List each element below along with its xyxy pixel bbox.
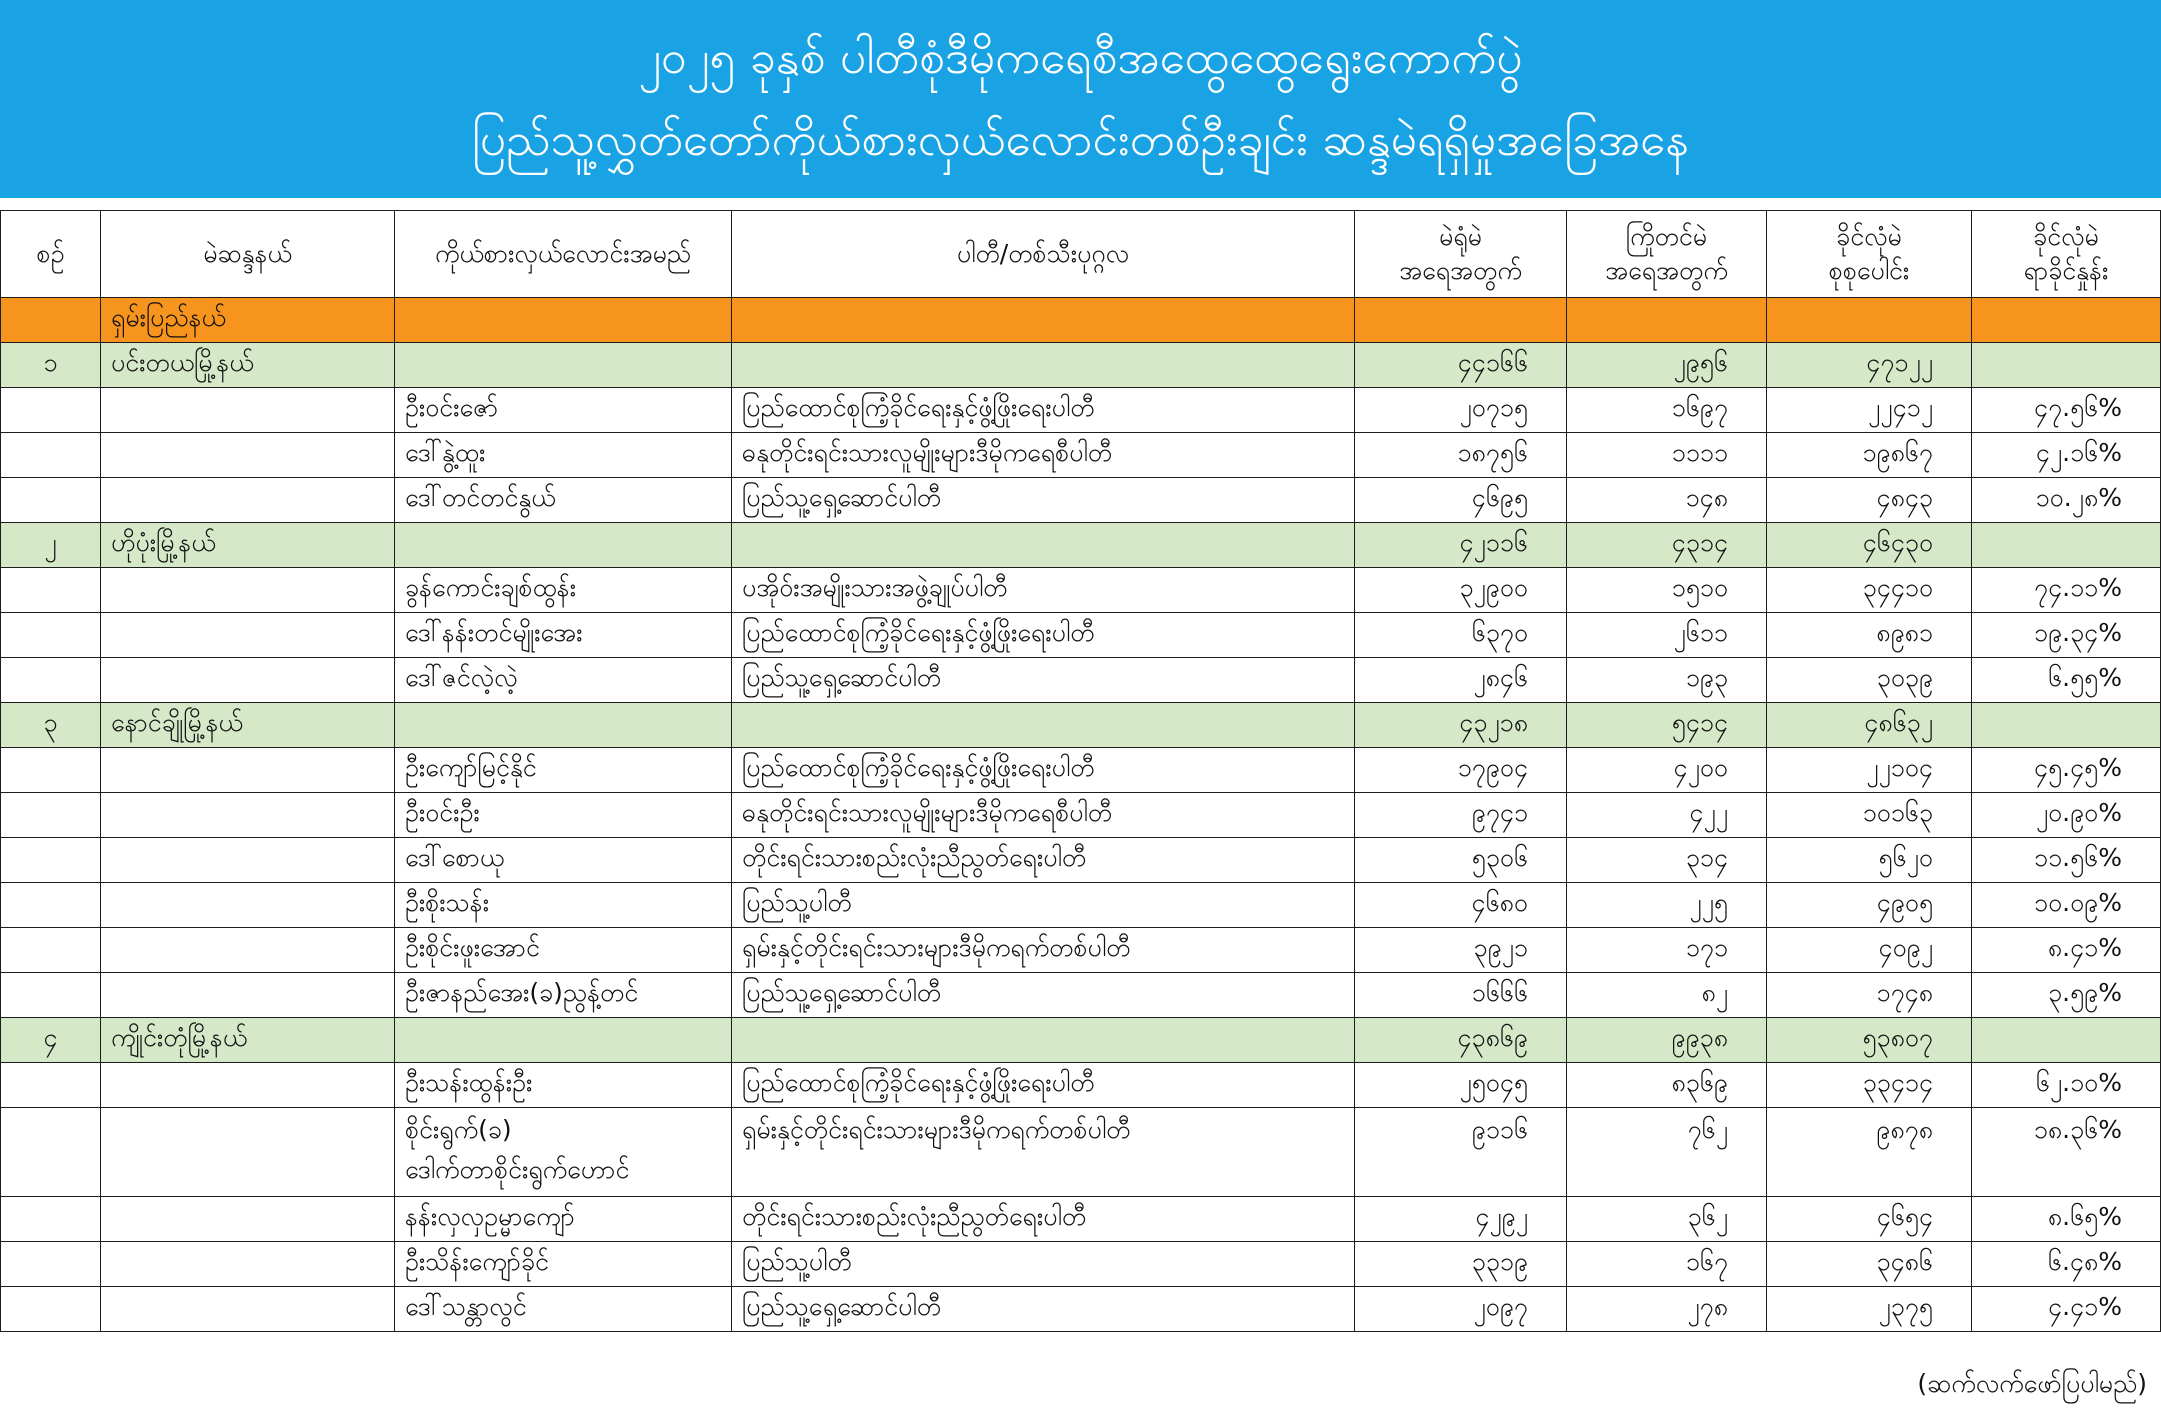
candidate-party: ပြည်ထောင်စုကြံ့ခိုင်ရေးနှင့်ဖွံ့ဖြိုးရေးပါတီ (732, 1063, 1355, 1108)
candidate-row (1, 433, 2161, 478)
candidate-party: ပအိုဝ်းအမျိုးသားအဖွဲ့ချုပ်ပါတီ (732, 568, 1355, 613)
township-name: ကျိုင်းတုံမြို့နယ် (101, 1018, 395, 1063)
candidate-row (1, 838, 2161, 883)
candidate-percent: ၇၄.၁၁% (1972, 568, 2161, 613)
township-no: ၄ (1, 1018, 101, 1063)
candidate-name: ဦးကျော်မြင့်နိုင် (395, 748, 732, 793)
township-advance-votes: ၂၉၅၆ (1567, 343, 1767, 388)
header-advance-votes: ကြိုတင်မဲ အရေအတွက် (1567, 211, 1767, 298)
candidate-row (1, 1108, 2161, 1197)
candidate-total-votes: ၅၆၂၀ (1767, 838, 1972, 883)
candidate-advance-votes: ၂၂၅ (1567, 883, 1767, 928)
township-no: ၂ (1, 523, 101, 568)
candidate-name: ဦးသန်းထွန်းဦး (395, 1063, 732, 1108)
candidate-station-votes: ၉၇၄၁ (1355, 793, 1567, 838)
candidate-advance-votes: ၁၆၉၇ (1567, 388, 1767, 433)
candidate-station-votes: ၂၀၉၇ (1355, 1287, 1567, 1332)
candidate-row (1, 1242, 2161, 1287)
candidate-row (1, 748, 2161, 793)
candidate-party: ရှမ်းနှင့်တိုင်းရင်းသားများဒီမိုကရက်တစ်ပါတီ (732, 928, 1355, 973)
township-no: ၁ (1, 343, 101, 388)
candidate-name: ဦးစိုးသန်း (395, 883, 732, 928)
candidate-percent: ၄၂.၁၆% (1972, 433, 2161, 478)
candidate-total-votes: ၃၄၄၁၀ (1767, 568, 1972, 613)
candidate-percent: ၁၀.၀၉% (1972, 883, 2161, 928)
candidate-station-votes: ၃၃၁၉ (1355, 1242, 1567, 1287)
candidate-row (1, 1287, 2161, 1332)
candidate-advance-votes: ၃၁၄ (1567, 838, 1767, 883)
township-row (1, 523, 2161, 568)
candidate-percent: ၈.၄၁% (1972, 928, 2161, 973)
title-banner (0, 0, 2161, 198)
candidate-percent: ၂၀.၉၀% (1972, 793, 2161, 838)
results-table (0, 210, 2161, 1332)
candidate-station-votes: ၂၀၇၁၅ (1355, 388, 1567, 433)
candidate-station-votes: ၁၆၆၆ (1355, 973, 1567, 1018)
candidate-row (1, 568, 2161, 613)
candidate-name: ဒေါ်ဇင်လဲ့လဲ့ (395, 658, 732, 703)
candidate-row (1, 883, 2161, 928)
candidate-row (1, 1197, 2161, 1242)
candidate-name: ဒေါ်တင်တင်နွယ် (395, 478, 732, 523)
township-station-votes: ၄၃၂၁၈ (1355, 703, 1567, 748)
candidate-advance-votes: ၇၆၂ (1567, 1108, 1767, 1197)
candidate-name: စိုင်းရွက်(ခ) ဒေါက်တာစိုင်းရွက်ဟောင် (395, 1108, 732, 1197)
candidate-party: ပြည်ထောင်စုကြံ့ခိုင်ရေးနှင့်ဖွံ့ဖြိုးရေးပါတီ (732, 388, 1355, 433)
header-constituency: မဲဆန္ဒနယ် (101, 211, 395, 298)
township-station-votes: ၄၃၈၆၉ (1355, 1018, 1567, 1063)
header-no: စဉ် (1, 211, 101, 298)
township-total-votes: ၄၆၄၃၀ (1767, 523, 1972, 568)
candidate-total-votes: ၁၉၈၆၇ (1767, 433, 1972, 478)
state-name: ရှမ်းပြည်နယ် (101, 298, 395, 343)
candidate-percent: ၆.၄၈% (1972, 1242, 2161, 1287)
candidate-name: ခွန်ကောင်းချစ်ထွန်း (395, 568, 732, 613)
candidate-total-votes: ၃၄၈၆ (1767, 1242, 1972, 1287)
candidate-party: တိုင်းရင်းသားစည်းလုံးညီညွတ်ရေးပါတီ (732, 1197, 1355, 1242)
candidate-total-votes: ၂၂၄၁၂ (1767, 388, 1972, 433)
candidate-row (1, 388, 2161, 433)
candidate-advance-votes: ၁၆၇ (1567, 1242, 1767, 1287)
candidate-name: ဦးဇာနည်အေး(ခ)ညွန့်တင် (395, 973, 732, 1018)
township-total-votes: ၅၃၈၀၇ (1767, 1018, 1972, 1063)
candidate-party: ပြည်သူ့ရှေ့ဆောင်ပါတီ (732, 1287, 1355, 1332)
header-percent: ခိုင်လုံမဲ ရာခိုင်နှုန်း (1972, 211, 2161, 298)
township-row (1, 343, 2161, 388)
candidate-party: ပြည်ထောင်စုကြံ့ခိုင်ရေးနှင့်ဖွံ့ဖြိုးရေးပါတီ (732, 748, 1355, 793)
candidate-name: ဒေါ်စောယု (395, 838, 732, 883)
continued-note: (ဆက်လက်ဖော်ပြပါမည်) (1917, 1369, 2147, 1398)
candidate-party: တိုင်းရင်းသားစည်းလုံးညီညွတ်ရေးပါတီ (732, 838, 1355, 883)
candidate-total-votes: ၃၃၄၁၄ (1767, 1063, 1972, 1108)
candidate-percent: ၆.၅၅% (1972, 658, 2161, 703)
candidate-station-votes: ၉၁၁၆ (1355, 1108, 1567, 1197)
candidate-advance-votes: ၁၇၁ (1567, 928, 1767, 973)
candidate-total-votes: ၂၃၇၅ (1767, 1287, 1972, 1332)
candidate-total-votes: ၄၈၄၃ (1767, 478, 1972, 523)
candidate-advance-votes: ၄၂၀၀ (1567, 748, 1767, 793)
township-advance-votes: ၄၃၁၄ (1567, 523, 1767, 568)
candidate-row (1, 973, 2161, 1018)
banner-title-line2: ပြည်သူ့လွှတ်တော်ကိုယ်စားလှယ်လောင်းတစ်ဦးချင်း ဆန္ဒမဲရရှိမှုအခြေအနေ (472, 112, 1689, 166)
township-row (1, 703, 2161, 748)
candidate-advance-votes: ၁၄၈ (1567, 478, 1767, 523)
candidate-station-votes: ၁၇၉၀၄ (1355, 748, 1567, 793)
candidate-total-votes: ၁၀၁၆၃ (1767, 793, 1972, 838)
candidate-percent: ၁၀.၂၈% (1972, 478, 2161, 523)
candidate-total-votes: ၂၂၁၀၄ (1767, 748, 1972, 793)
candidate-row (1, 613, 2161, 658)
candidate-total-votes: ၈၉၈၁ (1767, 613, 1972, 658)
candidate-percent: ၁၁.၅၆% (1972, 838, 2161, 883)
candidate-total-votes: ၄၀၉၂ (1767, 928, 1972, 973)
candidate-total-votes: ၄၉၀၅ (1767, 883, 1972, 928)
state-row (1, 298, 2161, 343)
header-party: ပါတီ/တစ်သီးပုဂ္ဂလ (732, 211, 1355, 298)
candidate-total-votes: ၁၇၄၈ (1767, 973, 1972, 1018)
candidate-station-votes: ၄၂၉၂ (1355, 1197, 1567, 1242)
candidate-station-votes: ၂၈၄၆ (1355, 658, 1567, 703)
candidate-row (1, 928, 2161, 973)
table-header-row (1, 211, 2161, 298)
candidate-station-votes: ၃၂၉၀၀ (1355, 568, 1567, 613)
candidate-advance-votes: ၄၂၂ (1567, 793, 1767, 838)
candidate-total-votes: ၄၆၅၄ (1767, 1197, 1972, 1242)
candidate-party: ပြည်သူ့ပါတီ (732, 1242, 1355, 1287)
candidate-row (1, 478, 2161, 523)
candidate-advance-votes: ၂၇၈ (1567, 1287, 1767, 1332)
candidate-station-votes: ၂၅၀၄၅ (1355, 1063, 1567, 1108)
banner-title-line1: ၂၀၂၅ ခုနှစ် ပါတီစုံဒီမိုကရေစီအထွေထွေရွေးကောက်ပွဲ (638, 30, 1523, 84)
candidate-party: ဓနုတိုင်းရင်းသားလူမျိုးများဒီမိုကရေစီပါတီ (732, 433, 1355, 478)
candidate-percent: ၃.၅၉% (1972, 973, 2161, 1018)
candidate-party: ပြည်သူ့ရှေ့ဆောင်ပါတီ (732, 973, 1355, 1018)
candidate-advance-votes: ၁၅၁၀ (1567, 568, 1767, 613)
candidate-row (1, 1063, 2161, 1108)
candidate-name: ဒေါ်နွဲ့ထူး (395, 433, 732, 478)
candidate-percent: ၁၉.၃၄% (1972, 613, 2161, 658)
header-total-votes: ခိုင်လုံမဲ စုစုပေါင်း (1767, 211, 1972, 298)
township-total-votes: ၄၈၆၃၂ (1767, 703, 1972, 748)
township-name: နောင်ချိုမြို့နယ် (101, 703, 395, 748)
candidate-name: ဦးဝင်းဇော် (395, 388, 732, 433)
candidate-percent: ၆၂.၁၀% (1972, 1063, 2161, 1108)
candidate-name: ဦးဝင်းဦး (395, 793, 732, 838)
township-advance-votes: ၉၉၃၈ (1567, 1018, 1767, 1063)
header-station-votes: မဲရုံမဲ အရေအတွက် (1355, 211, 1567, 298)
candidate-party: ဓနုတိုင်းရင်းသားလူမျိုးများဒီမိုကရေစီပါတီ (732, 793, 1355, 838)
candidate-percent: ၄၇.၅၆% (1972, 388, 2161, 433)
township-station-votes: ၄၄၁၆၆ (1355, 343, 1567, 388)
candidate-percent: ၁၈.၃၆% (1972, 1108, 2161, 1197)
candidate-percent: ၄.၄၁% (1972, 1287, 2161, 1332)
candidate-station-votes: ၃၉၂၁ (1355, 928, 1567, 973)
candidate-name: ဒေါ်နန်းတင်မျိုးအေး (395, 613, 732, 658)
township-name: ပင်းတယမြို့နယ် (101, 343, 395, 388)
candidate-station-votes: ၆၃၇၀ (1355, 613, 1567, 658)
candidate-advance-votes: ၃၆၂ (1567, 1197, 1767, 1242)
header-candidate: ကိုယ်စားလှယ်လောင်းအမည် (395, 211, 732, 298)
candidate-advance-votes: ၈၂ (1567, 973, 1767, 1018)
candidate-name: ဒေါ်သန္တာလွင် (395, 1287, 732, 1332)
candidate-station-votes: ၁၈၇၅၆ (1355, 433, 1567, 478)
candidate-advance-votes: ၂၆၁၁ (1567, 613, 1767, 658)
candidate-station-votes: ၄၆၈၀ (1355, 883, 1567, 928)
candidate-party: ပြည်သူ့ရှေ့ဆောင်ပါတီ (732, 478, 1355, 523)
candidate-party: ပြည်ထောင်စုကြံ့ခိုင်ရေးနှင့်ဖွံ့ဖြိုးရေးပါတီ (732, 613, 1355, 658)
candidate-station-votes: ၄၆၉၅ (1355, 478, 1567, 523)
township-no: ၃ (1, 703, 101, 748)
candidate-total-votes: ၃၀၃၉ (1767, 658, 1972, 703)
candidate-row (1, 793, 2161, 838)
candidate-party: ပြည်သူ့ရှေ့ဆောင်ပါတီ (732, 658, 1355, 703)
candidate-advance-votes: ၁၁၁၁ (1567, 433, 1767, 478)
township-total-votes: ၄၇၁၂၂ (1767, 343, 1972, 388)
candidate-name: နန်းလှလှဥမ္မာကျော် (395, 1197, 732, 1242)
candidate-party: ရှမ်းနှင့်တိုင်းရင်းသားများဒီမိုကရက်တစ်ပါတီ (732, 1108, 1355, 1197)
township-station-votes: ၄၂၁၁၆ (1355, 523, 1567, 568)
candidate-station-votes: ၅၃၀၆ (1355, 838, 1567, 883)
township-advance-votes: ၅၄၁၄ (1567, 703, 1767, 748)
candidate-name: ဦးသိန်းကျော်ခိုင် (395, 1242, 732, 1287)
candidate-advance-votes: ၁၉၃ (1567, 658, 1767, 703)
township-row (1, 1018, 2161, 1063)
candidate-name: ဦးစိုင်းဖူးအောင် (395, 928, 732, 973)
township-name: ဟိုပုံးမြို့နယ် (101, 523, 395, 568)
candidate-percent: ၄၅.၄၅% (1972, 748, 2161, 793)
candidate-advance-votes: ၈၃၆၉ (1567, 1063, 1767, 1108)
candidate-percent: ၈.၆၅% (1972, 1197, 2161, 1242)
candidate-row (1, 658, 2161, 703)
candidate-total-votes: ၉၈၇၈ (1767, 1108, 1972, 1197)
candidate-party: ပြည်သူ့ပါတီ (732, 883, 1355, 928)
